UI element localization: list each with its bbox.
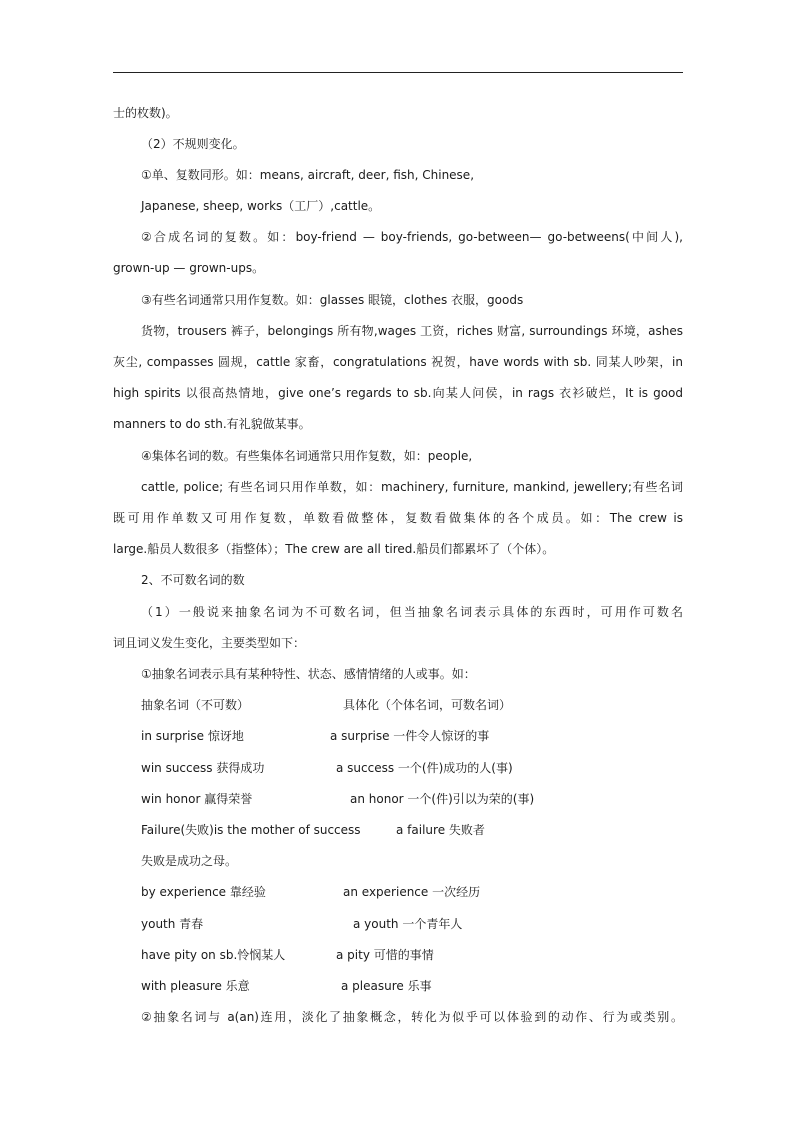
text-line: 失败是成功之母。 (141, 854, 238, 868)
text-line: 词且词义发生变化，主要类型如下： (113, 636, 306, 650)
text-line: 士的枚数)。 (113, 106, 178, 120)
text-line: manners to do sth.有礼貌做某事。 (113, 417, 311, 431)
pair-left: in surprise 惊讶地 (141, 729, 244, 743)
pair-right: 具体化（个体名词，可数名词） (343, 698, 512, 712)
pair-right: a youth 一个青年人 (353, 917, 463, 931)
section-heading: 2、不可数名词的数 (141, 573, 245, 587)
text-line: Japanese, sheep, works（工厂）,cattle。 (141, 199, 381, 213)
text-line: ①单、复数同形。如：means, aircraft, deer, fish, Chinese, (141, 168, 475, 182)
pair-left: win honor 赢得荣誉 (141, 792, 253, 806)
pair-left: youth 青春 (141, 917, 204, 931)
pair-left: win success 获得成功 (141, 761, 265, 775)
pair-right: a surprise 一件令人惊讶的事 (330, 729, 490, 743)
text-line: ③有些名词通常只用作复数。如：glasses 眼镜，clothes 衣服，goods (141, 293, 524, 307)
text-line: 既可用作单数又可用作复数，单数看做整体，复数看做集体的各个成员。如：The crew is (113, 511, 683, 525)
text-line: ④集体名词的数。有些集体名词通常只用作复数，如：people, (141, 449, 473, 463)
pair-right: a success 一个(件)成功的人(事) (336, 761, 513, 775)
pair-left: 抽象名词（不可数） (141, 698, 250, 712)
text-line: ①抽象名词表示具有某种特性、状态、感情情绪的人或事。如： (141, 667, 476, 681)
pair-right: a failure 失败者 (396, 823, 485, 837)
text-line: （1）一般说来抽象名词为不可数名词，但当抽象名词表示具体的东西时，可用作可数名 (141, 605, 683, 619)
text-line: high spirits 以很高热情地，give one’s regards to sb.向某人问侯，in rags 衣衫破烂，It is good (113, 386, 683, 400)
text-line: large.船员人数很多（指整体）；The crew are all tired.船员们都累坏了（个体）。 (113, 542, 555, 556)
text-line: cattle, police; 有些名词只用作单数，如：machinery, furniture, mankind, jewellery;有些名词 (141, 480, 683, 494)
text-line: grown-up — grown-ups。 (113, 261, 265, 275)
pair-right: a pleasure 乐事 (341, 979, 432, 993)
header-rule (113, 72, 683, 73)
pair-left: with pleasure 乐意 (141, 979, 250, 993)
pair-left: by experience 靠经验 (141, 885, 266, 899)
text-line: （2）不规则变化。 (141, 137, 245, 151)
pair-right: a pity 可惜的事情 (336, 948, 434, 962)
text-line: ②合成名词的复数。如：boy-friend — boy-friends, go-between— go-betweens(中间人), (141, 230, 683, 244)
pair-left: Failure(失败)is the mother of success (141, 823, 361, 837)
pair-right: an experience 一次经历 (343, 885, 481, 899)
text-line: 灰尘, compasses 圆规，cattle 家畜，congratulations 祝贺，have words with sb. 同某人吵架，in (113, 355, 683, 369)
text-line: ②抽象名词与 a(an)连用，淡化了抽象概念，转化为似乎可以体验到的动作、行为或类别。 (141, 1010, 683, 1024)
text-line: 货物，trousers 裤子，belongings 所有物,wages 工资，riches 财富, surroundings 环境，ashes (141, 324, 683, 338)
pair-left: have pity on sb.怜悯某人 (141, 948, 286, 962)
pair-right: an honor 一个(件)引以为荣的(事) (350, 792, 535, 806)
